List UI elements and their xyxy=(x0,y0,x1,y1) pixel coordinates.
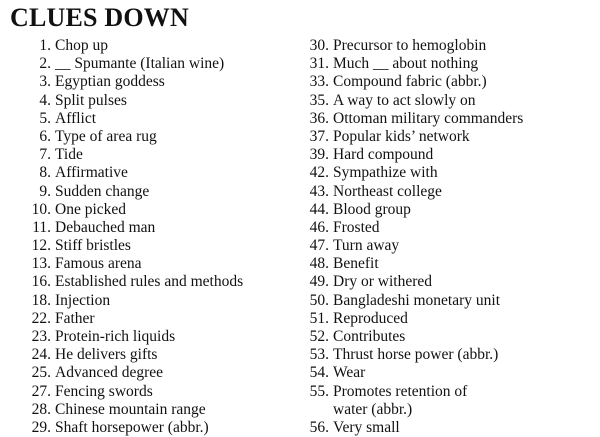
clue-item xyxy=(305,328,595,346)
clue-item xyxy=(305,219,595,237)
clue-text: Debauched man xyxy=(55,218,156,236)
clue-text: Chinese mountain range xyxy=(55,400,206,418)
clue-text: Chop up xyxy=(55,37,108,54)
clue-number: 28. xyxy=(31,400,51,418)
clue-item xyxy=(25,419,305,437)
clue-text: Blood group xyxy=(333,200,411,218)
clue-item xyxy=(305,292,595,310)
clue-item xyxy=(305,310,595,328)
clue-text: Promotes retention of xyxy=(333,382,468,400)
clue-text: water (abbr.) xyxy=(333,400,413,418)
clue-text: Very small xyxy=(333,418,400,436)
clue-text: Tide xyxy=(55,146,83,164)
clue-item xyxy=(25,183,305,201)
clue-text: Precursor to hemoglobin xyxy=(333,37,487,54)
clue-number: 7. xyxy=(39,146,51,164)
clue-text: Sudden change xyxy=(55,182,150,200)
clues-right-column xyxy=(305,37,595,437)
clue-number: 42. xyxy=(309,164,329,182)
clue-number: 25. xyxy=(31,364,51,382)
clue-text: Hard compound xyxy=(333,146,434,164)
clue-number: 18. xyxy=(31,291,51,309)
clue-number: 49. xyxy=(309,273,329,291)
clue-text: Famous arena xyxy=(55,255,142,273)
clue-number: 35. xyxy=(309,91,329,109)
clue-number: 56. xyxy=(309,418,329,436)
clue-item-continuation xyxy=(305,401,595,419)
clue-number: 43. xyxy=(309,182,329,200)
clue-text: Affirmative xyxy=(55,164,128,182)
clue-item xyxy=(25,73,305,91)
clue-text: Benefit xyxy=(333,255,379,273)
clue-number: 51. xyxy=(309,309,329,327)
clue-number: 55. xyxy=(309,382,329,400)
clue-text: __ Spumante (Italian wine) xyxy=(55,55,225,73)
clue-item xyxy=(25,364,305,382)
clue-item xyxy=(25,255,305,273)
clue-number: 39. xyxy=(309,146,329,164)
clue-number: 31. xyxy=(309,55,329,73)
clue-item xyxy=(25,292,305,310)
page-title: CLUES DOWN xyxy=(10,3,189,32)
clue-text: Reproduced xyxy=(333,309,408,327)
clue-item xyxy=(305,37,595,55)
clue-item xyxy=(25,201,305,219)
clue-number: 44. xyxy=(309,200,329,218)
clue-text: Split pulses xyxy=(55,91,127,109)
clue-text: Established rules and methods xyxy=(55,273,244,291)
clue-item xyxy=(25,110,305,128)
clue-text: Egyptian goddess xyxy=(55,73,165,91)
clue-text: Shaft horsepower (abbr.) xyxy=(55,418,209,436)
clue-text: Ottoman military commanders xyxy=(333,109,524,127)
clue-text: Wear xyxy=(333,364,366,382)
clue-number: 11. xyxy=(32,218,51,236)
clue-number: 5. xyxy=(39,109,51,127)
clue-item xyxy=(305,128,595,146)
clue-number: 37. xyxy=(309,127,329,145)
clue-number: 22. xyxy=(31,309,51,327)
clue-item xyxy=(25,383,305,401)
clue-item xyxy=(305,92,595,110)
clue-number: 48. xyxy=(309,255,329,273)
clue-item xyxy=(25,146,305,164)
clue-text: Popular kids’ network xyxy=(333,127,470,145)
clue-number: 2. xyxy=(39,55,51,73)
clue-item xyxy=(25,92,305,110)
clue-number: 53. xyxy=(309,346,329,364)
clue-text: Advanced degree xyxy=(55,364,164,382)
clue-text: Protein-rich liquids xyxy=(55,328,176,345)
clue-number: 13. xyxy=(31,255,51,273)
clue-number: 24. xyxy=(31,346,51,364)
clue-item xyxy=(305,110,595,128)
clue-number: 30. xyxy=(309,37,329,54)
clue-number: 27. xyxy=(31,382,51,400)
clue-number: 33. xyxy=(309,73,329,91)
clue-number: 9. xyxy=(39,182,51,200)
clue-number: 10. xyxy=(31,200,51,218)
clue-text: Injection xyxy=(55,291,111,309)
clue-number: 50. xyxy=(309,291,329,309)
clue-text: Frosted xyxy=(333,218,380,236)
clue-item xyxy=(25,164,305,182)
clue-text: Afflict xyxy=(55,109,97,127)
clue-item xyxy=(305,164,595,182)
clue-text: One picked xyxy=(55,200,127,218)
clue-text: Dry or withered xyxy=(333,273,432,291)
clue-text: Contributes xyxy=(333,328,406,345)
clue-number: 3. xyxy=(39,73,51,91)
clue-item xyxy=(25,401,305,419)
clue-item xyxy=(305,419,595,437)
clue-item xyxy=(305,55,595,73)
clues-left-column xyxy=(25,37,305,437)
clue-item xyxy=(25,328,305,346)
clue-number: 6. xyxy=(39,127,51,145)
clue-number: 12. xyxy=(31,237,51,255)
clue-text: Father xyxy=(55,309,95,327)
clue-item xyxy=(305,146,595,164)
clue-number: 46. xyxy=(309,218,329,236)
clue-text: Bangladeshi monetary unit xyxy=(333,291,501,309)
clue-text: Sympathize with xyxy=(333,164,438,182)
clue-item xyxy=(305,273,595,291)
clue-item xyxy=(305,237,595,255)
clue-item xyxy=(25,273,305,291)
clue-item xyxy=(305,383,595,401)
clue-number: 8. xyxy=(39,164,51,182)
clue-text: Type of area rug xyxy=(55,127,157,145)
clue-number: 4. xyxy=(39,91,51,109)
clue-item xyxy=(305,183,595,201)
clue-text: Compound fabric (abbr.) xyxy=(333,73,487,91)
clue-text: Much __ about nothing xyxy=(333,55,479,73)
clue-text: Thrust horse power (abbr.) xyxy=(333,346,499,364)
clue-text: A way to act slowly on xyxy=(333,91,476,109)
clue-text: Turn away xyxy=(333,237,400,255)
clue-text: Fencing swords xyxy=(55,382,153,400)
clue-item xyxy=(25,310,305,328)
clue-number: 36. xyxy=(309,109,329,127)
clue-text: Northeast college xyxy=(333,182,442,200)
clue-number: 47. xyxy=(309,237,329,255)
clue-number: 29. xyxy=(31,418,51,436)
clue-item xyxy=(305,73,595,91)
clue-number: 54. xyxy=(309,364,329,382)
clue-number: 52. xyxy=(309,328,329,345)
clue-number: 23. xyxy=(31,328,51,345)
clue-item xyxy=(25,37,305,55)
clue-item xyxy=(25,346,305,364)
clue-item xyxy=(305,201,595,219)
clue-item xyxy=(25,219,305,237)
clue-item xyxy=(305,364,595,382)
clue-item xyxy=(305,255,595,273)
clue-item xyxy=(25,237,305,255)
clue-number: 1. xyxy=(39,37,51,54)
clue-number: 16. xyxy=(31,273,51,291)
clue-text: He delivers gifts xyxy=(55,346,158,364)
clue-text: Stiff bristles xyxy=(55,237,131,255)
clue-item xyxy=(305,346,595,364)
clue-item xyxy=(25,55,305,73)
clue-item xyxy=(25,128,305,146)
